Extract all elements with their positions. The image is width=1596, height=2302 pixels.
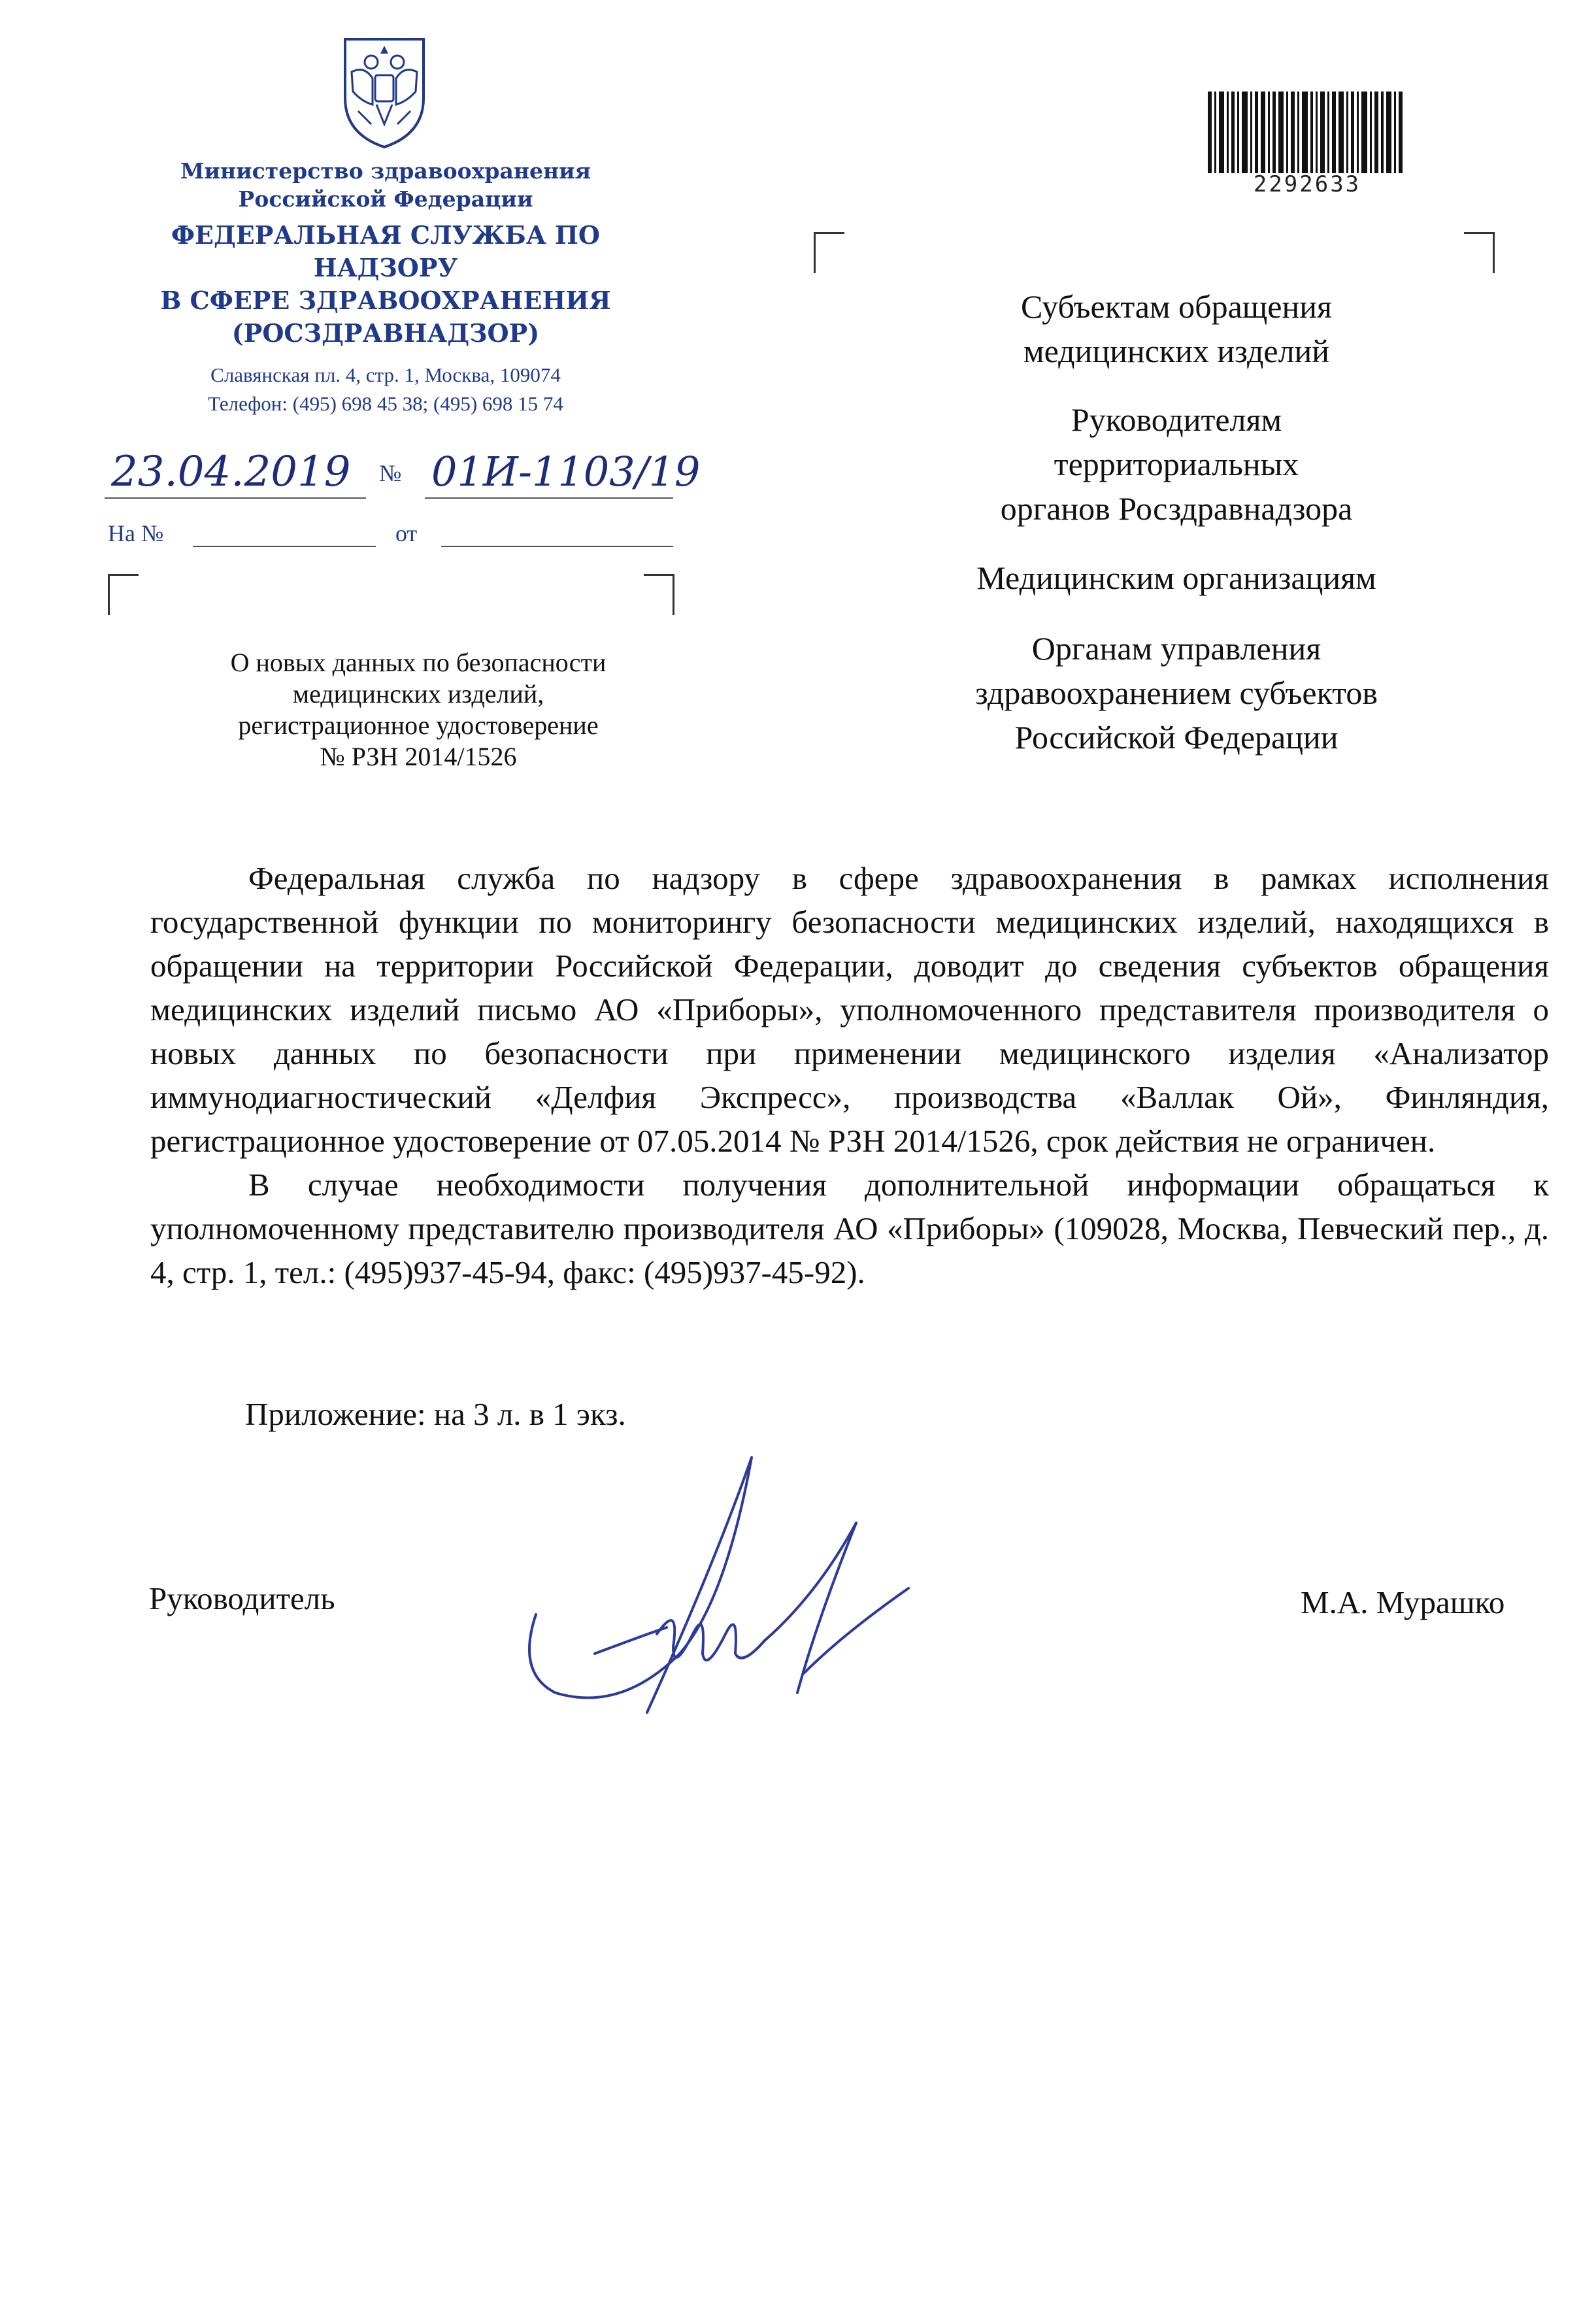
- reply-to-field: [193, 546, 376, 547]
- addressee-2-line-2: территориальных: [1054, 446, 1299, 482]
- service-contacts: [105, 361, 667, 418]
- addressee-3: [876, 556, 1477, 600]
- addressee-4-line-3: Российской Федерации: [1014, 719, 1338, 756]
- subject-line-2: медицинских изделий,: [292, 679, 544, 709]
- handwritten-signature: [516, 1438, 948, 1739]
- addressee-4-line-2: здравоохранением субъектов: [974, 675, 1378, 711]
- body-paragraph-1: Федеральная служба по надзору в сфере здравоохранения в рамках исполнения государственной функции по мониторингу безопасности медицинских изделий, находящихся в обращении на территории Российской Федерации, доводит до сведения субъектов обращения медицинских изделий письмо АО «Приборы», уполномоченного представителя производителя о новых данных по безопасности при применении медицинского изделия «Анализатор иммунодиагностический «Делфия Экспресс», производства «Валлак Ой», Финляндия, регистрационное удостоверение от 07.05.2014 № РЗН 2014/1526, срок действия не ограничен.: [150, 860, 1549, 1159]
- registration-number: 01И-1103/19: [425, 448, 673, 499]
- addressee-4: [876, 626, 1477, 759]
- addressee-1: [876, 284, 1477, 373]
- letter-subject: [131, 647, 706, 773]
- addressee-2-line-3: органов Росздравнадзора: [1000, 490, 1353, 527]
- service-phone: Телефон: (495) 698 45 38; (495) 698 15 74: [208, 392, 563, 415]
- from-label: от: [395, 520, 418, 546]
- service-line-3: (РОСЗДРАВНАДЗОР): [231, 318, 540, 348]
- registration-date: 23.04.2019: [105, 448, 366, 499]
- addressee-4-line-1: Органам управления: [1031, 630, 1322, 667]
- addressee-1-line-1: Субъектам обращения: [1021, 288, 1332, 325]
- addressee-corner-right: [1464, 232, 1495, 273]
- subject-line-1: О новых данных по безопасности: [230, 648, 607, 677]
- attachment-note: Приложение: на 3 л. в 1 экз.: [245, 1396, 626, 1432]
- subject-corner-left: [108, 574, 139, 615]
- service-name: [98, 219, 673, 350]
- subject-line-3: регистрационное удостоверение: [238, 710, 599, 740]
- addressee-2-line-1: Руководителям: [1071, 401, 1282, 438]
- addressee-corner-left: [814, 232, 844, 273]
- addressee-1-line-2: медицинских изделий: [1023, 333, 1330, 369]
- from-field: [441, 546, 673, 547]
- service-address: Славянская пл. 4, стр. 1, Москва, 109074: [210, 363, 561, 386]
- reply-to-label: На №: [108, 520, 164, 546]
- registration-line: [105, 448, 701, 500]
- letter-body: [150, 856, 1549, 1294]
- reply-reference-line: [105, 516, 673, 556]
- barcode-number: 2292633: [1253, 171, 1361, 197]
- registration-number-sign: №: [379, 460, 402, 486]
- signatory-name: М.А. Мурашко: [1301, 1584, 1505, 1620]
- service-line-2: В СФЕРЕ ЗДРАВООХРАНЕНИЯ: [160, 286, 611, 315]
- subject-corner-right: [644, 574, 674, 615]
- body-paragraph-2: В случае необходимости получения дополнительной информации обращаться к уполномоченному представителю производителя АО «Приборы» (109028, Москва, Певческий пер., д. 4, стр. 1, тел.: (495)937-45-94, факс: (495)937-45-92).: [150, 1167, 1549, 1290]
- signatory-role: Руководитель: [149, 1580, 335, 1616]
- addressee-3-line-1: Медицинским организациям: [976, 559, 1376, 596]
- coat-of-arms-emblem: [332, 26, 437, 150]
- barcode: [1203, 92, 1412, 176]
- ministry-name: [105, 157, 667, 213]
- subject-line-4: № РЗН 2014/1526: [320, 742, 517, 771]
- addressee-2: [876, 397, 1477, 531]
- service-line-1: ФЕДЕРАЛЬНАЯ СЛУЖБА ПО НАДЗОРУ: [171, 220, 601, 282]
- ministry-line-2: Российской Федерации: [238, 186, 533, 212]
- ministry-line-1: Министерство здравоохранения: [180, 158, 591, 184]
